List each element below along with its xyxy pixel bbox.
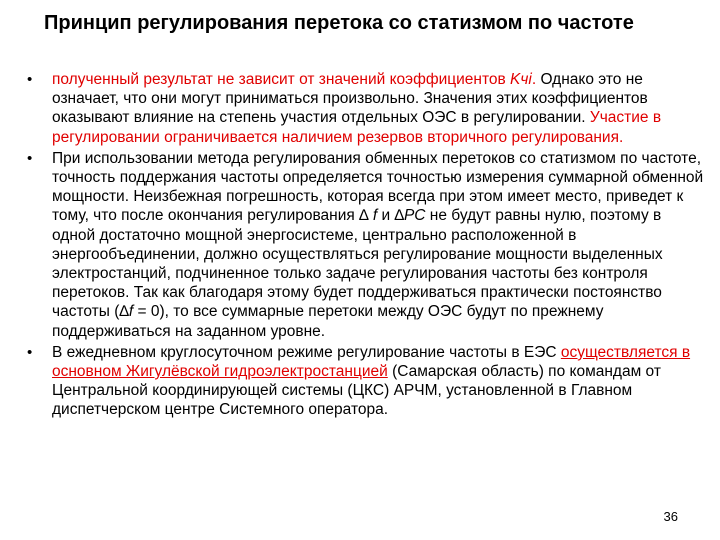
bullet-text <box>52 150 703 340</box>
text-segment: Kчi <box>510 71 532 88</box>
bullet-text <box>52 344 690 419</box>
text-segment: Однако это не означает, что они могут приниматься произвольно. Значения этих коэффициентов оказывают влияние на степень участия отдельных ОЭС в регулировании. <box>52 71 648 127</box>
text-segment: (Самарская область) по командам от Центральной координирующей системы (ЦКС) АРЧМ, установленной в Главном диспетчерском центре Системного оператора. <box>52 363 661 419</box>
slide-title: Принцип регулирования перетока со статизмом по частоте <box>44 12 634 34</box>
text-segment: Участие в регулировании ограничивается наличием резервов вторичного регулирования. <box>52 109 662 146</box>
text-segment: f <box>368 207 378 225</box>
text-segment: В ежедневном круглосуточном режиме регулирование частоты в ЕЭС <box>52 343 561 361</box>
bullet-text <box>52 71 661 146</box>
text-segment: осуществляется в основном Жигулёвской гидроэлектростанцией <box>52 343 691 381</box>
text-segment: PC <box>403 207 426 225</box>
page-number: 36 <box>663 509 678 524</box>
bullet-dot-icon: • <box>27 149 33 167</box>
text-segment: ∆ <box>119 303 129 321</box>
text-segment: ∆ <box>394 207 404 225</box>
text-segment: и <box>377 207 395 225</box>
text-segment: ∆ <box>359 207 369 225</box>
text-segment: = 0), то все суммарные перетоки между ОЭС будут по прежнему поддерживаться на заданном уровне. <box>52 303 604 340</box>
bullet-item-3 <box>24 343 704 420</box>
text-segment: полученный результат не зависит от значений коэффициентов <box>52 71 511 88</box>
bullet-dot-icon: • <box>27 71 33 88</box>
text-segment: не будут равны нулю, поэтому в одной достаточно мощной энергосистеме, центрально расположенной в энергообъединении, должно осуществляться регулирование мощности выделенных электростанций, подчиненное только задаче регулирования частоты без контроля перетоков. Так как благодаря этому будет поддерживаться практически постоянство частоты ( <box>52 207 663 321</box>
bullet-list <box>24 70 704 422</box>
text-segment: При использовании метода регулирования обменных перетоков со статизмом по частоте, точность поддержания частоты определяется точностью измерения суммарной обменной мощности. Неизбежная погрешность, которая всегда при этом имеет место, приведет к тому, что после окончания регулирования <box>52 149 704 225</box>
bullet-item-1 <box>24 70 704 147</box>
text-segment: f <box>128 303 134 321</box>
bullet-item-2 <box>24 149 704 341</box>
bullet-dot-icon: • <box>27 343 33 361</box>
text-segment: . <box>531 71 537 88</box>
